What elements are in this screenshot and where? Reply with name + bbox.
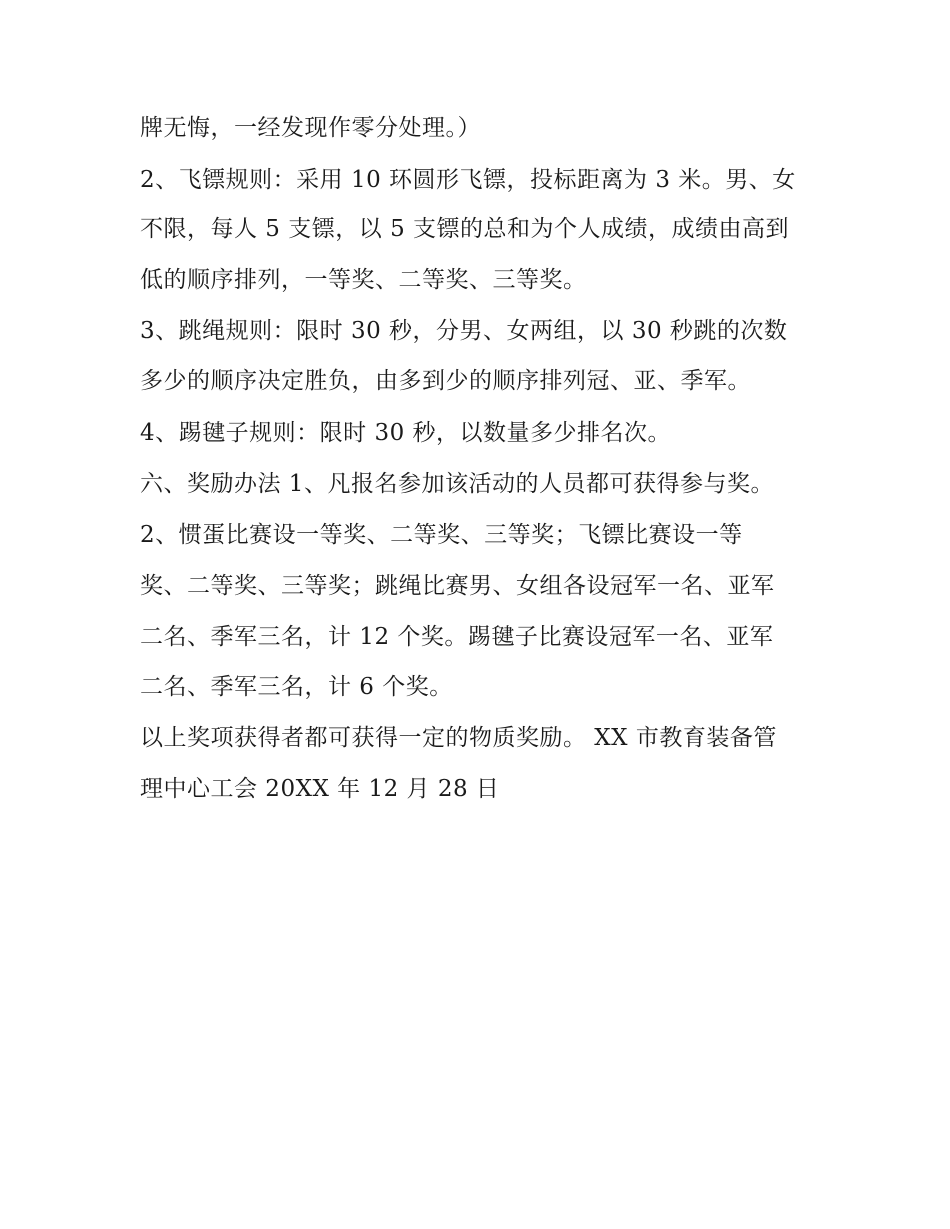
text-line: 不限，每人 5 支镖，以 5 支镖的总和为个人成绩，成绩由高到: [140, 216, 790, 242]
text-line: 多少的顺序决定胜负，由多到少的顺序排列冠、亚、季军。: [140, 368, 751, 394]
text-line: 以上奖项获得者都可获得一定的物质奖励。 XX 市教育装备管: [140, 725, 777, 751]
text-line: 二名、季军三名，计 6 个奖。: [140, 674, 453, 700]
text-line: 3、跳绳规则：限时 30 秒，分男、女两组，以 30 秒跳的次数: [140, 318, 788, 344]
text-line: 二名、季军三名，计 12 个奖。踢毽子比赛设冠军一名、亚军: [140, 624, 774, 650]
text-line: 牌无悔，一经发现作零分处理。）: [140, 115, 481, 141]
text-line: 2、惯蛋比赛设一等奖、二等奖、三等奖；飞镖比赛设一等: [140, 522, 743, 548]
text-line: 六、奖励办法 1、凡报名参加该活动的人员都可获得参与奖。: [140, 471, 774, 497]
text-line: 4、踢毽子规则：限时 30 秒，以数量多少排名次。: [140, 420, 672, 446]
text-line: 低的顺序排列，一等奖、二等奖、三等奖。: [140, 267, 587, 293]
text-line: 奖、二等奖、三等奖；跳绳比赛男、女组各设冠军一名、亚军: [140, 573, 775, 599]
text-line: 理中心工会 20XX 年 12 月 28 日: [140, 776, 500, 802]
text-line: 2、飞镖规则：采用 10 环圆形飞镖，投标距离为 3 米。男、女: [140, 167, 796, 193]
